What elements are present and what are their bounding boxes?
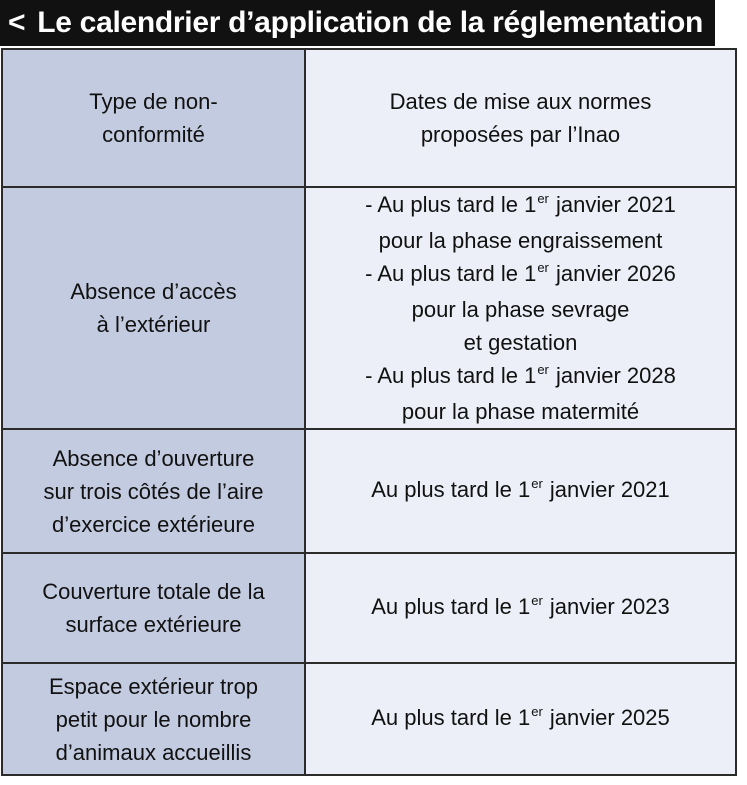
row-type (2, 429, 305, 553)
date-sup: er (531, 476, 543, 491)
date-text: Au plus tard le 1 (371, 477, 531, 502)
date-line (314, 701, 727, 737)
row-type (2, 553, 305, 663)
date-sup: er (537, 191, 549, 206)
row-dates (305, 553, 736, 663)
type-line: d’exercice extérieure (52, 511, 255, 537)
type-line: Espace extérieur trop (48, 673, 259, 699)
date-line (314, 359, 727, 395)
date-line: et gestation (463, 330, 578, 355)
date-text: janvier 2025 (543, 705, 670, 730)
date-line: pour la phase engraissement (378, 228, 663, 253)
type-line: surface extérieure (65, 612, 242, 637)
date-text: janvier 2023 (543, 594, 670, 619)
header-type-line: Type de non- (89, 89, 218, 114)
date-line (314, 590, 727, 626)
row-dates (305, 663, 736, 775)
header-dates-line: Dates de mise aux normes (389, 89, 652, 114)
date-text: janvier 2028 (549, 363, 676, 388)
header-dates (305, 49, 736, 187)
row-dates (305, 187, 736, 429)
date-text: janvier 2021 (549, 192, 676, 217)
type-line: sur trois côtés de l’aire (43, 478, 264, 504)
date-line (314, 188, 727, 224)
header-type-line: conformité (102, 122, 205, 147)
date-line: pour la phase sevrage (411, 297, 630, 322)
row-type (2, 187, 305, 429)
type-line: Couverture totale de la (42, 579, 265, 604)
table-header-row (2, 49, 736, 187)
date-line (314, 257, 727, 293)
row-dates (305, 429, 736, 553)
date-text: - Au plus tard le 1 (365, 261, 537, 286)
date-line: pour la phase matermité (401, 399, 640, 424)
date-sup: er (531, 593, 543, 608)
date-text: - Au plus tard le 1 (365, 192, 537, 217)
chevron-left-icon: < (8, 6, 26, 39)
regulation-table (1, 48, 737, 776)
type-line: d’animaux accueillis (55, 739, 252, 765)
date-text: Au plus tard le 1 (371, 705, 531, 730)
type-line: petit pour le nombre (55, 706, 252, 732)
date-text: janvier 2026 (549, 261, 676, 286)
type-line: Absence d’accès (70, 279, 237, 304)
type-line: à l’extérieur (96, 312, 211, 337)
date-text: - Au plus tard le 1 (365, 363, 537, 388)
type-line: Absence d’ouverture (52, 445, 255, 471)
date-sup: er (537, 260, 549, 275)
table-row (2, 429, 736, 553)
date-line (314, 473, 727, 509)
table-row (2, 663, 736, 775)
header-dates-line: proposées par l’Inao (420, 122, 621, 147)
table-row (2, 553, 736, 663)
header-type (2, 49, 305, 187)
page-title: Le calendrier d’application de la réglementation (37, 6, 704, 39)
table-row (2, 187, 736, 429)
date-sup: er (531, 704, 543, 719)
row-type (2, 663, 305, 775)
title-bar (0, 0, 715, 46)
date-text: Au plus tard le 1 (371, 594, 531, 619)
date-text: janvier 2021 (543, 477, 670, 502)
date-sup: er (537, 362, 549, 377)
